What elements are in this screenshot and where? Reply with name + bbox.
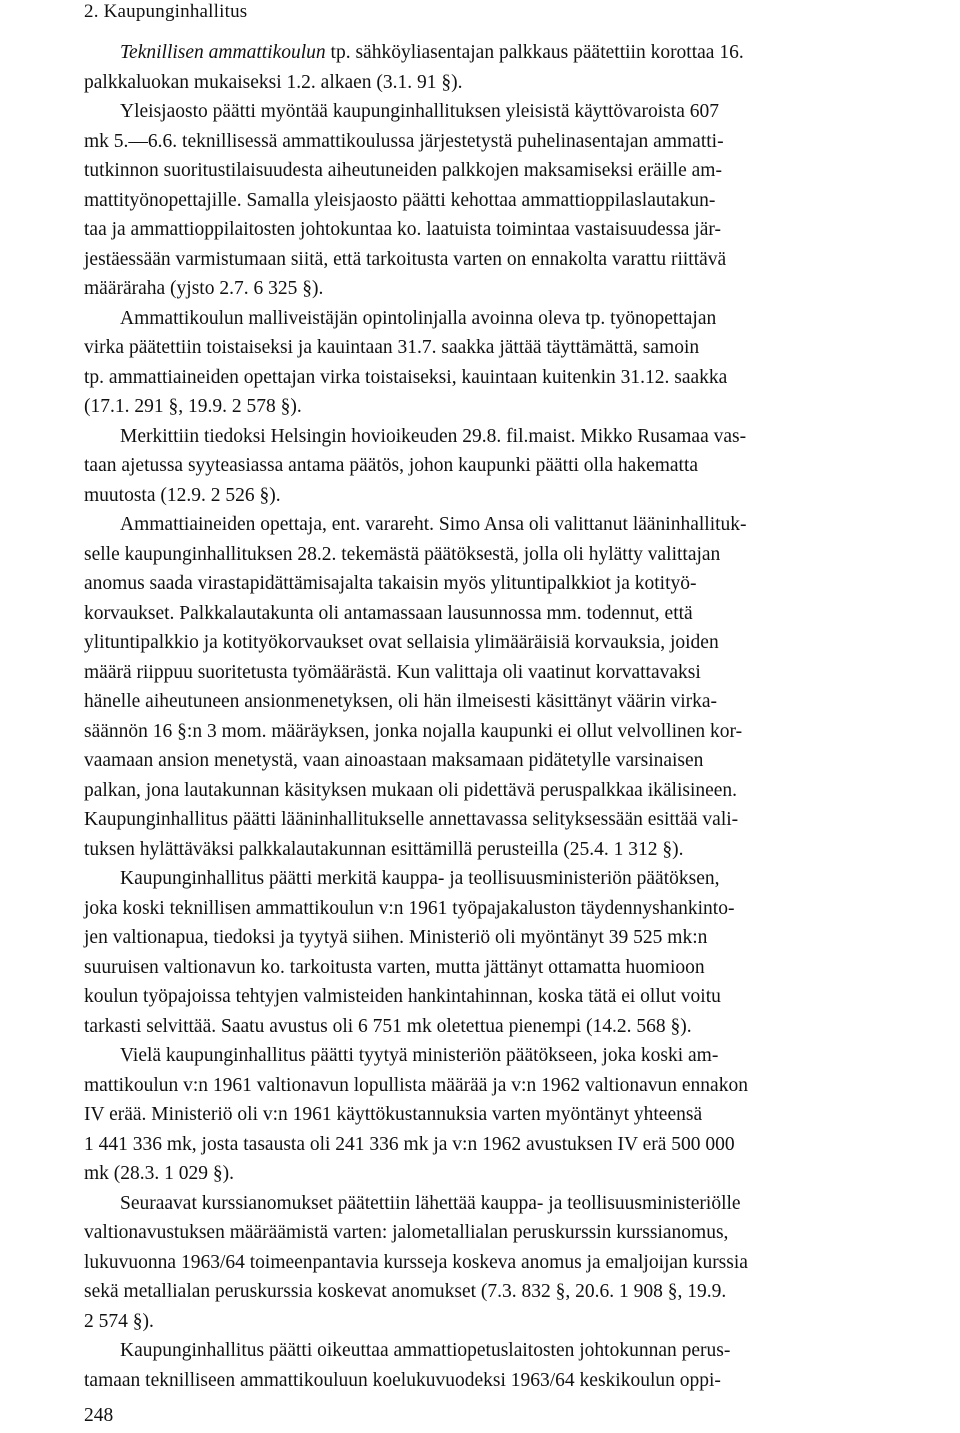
text-line: valtionavustuksen määräämistä varten: jalometallialan peruskurssin kurssianomus, [84,1222,729,1243]
text-line: jestäessään varmistumaan siitä, että tarkoitusta varten on ennakolta varattu riittävä [84,248,727,270]
running-header: 2. Kaupunginhallitus [84,1,248,22]
text-line: selle kaupunginhallituksen 28.2. tekemästä päätöksestä, jolla oli hylätty valittajan [84,543,721,565]
text-line-rest: tp. sähköyliasentajan palkkaus päätettiin korottaa 16. [325,42,744,63]
text-line: korvaukset. Palkkalautakunta oli antamassaan lausunnossa mm. todennut, että [84,602,693,624]
text-line: hänelle aiheutuneen ansionmenetyksen, oli hän ilmeisesti käsittänyt väärin virka- [84,691,718,712]
text-line: vaamaan ansion menetystä, vaan ainoastaan maksamaan pidätetylle varsinaisen [84,750,704,771]
text-line: Ammattikoulun malliveistäjän opintolinjalla avoinna oleva tp. työnopettajan [120,307,717,329]
text-line: Merkittiin tiedoksi Helsingin hovioikeuden 29.8. fil.maist. Mikko Rusamaa vas- [120,425,747,447]
text-line: ylituntipalkkio ja kotityökorvaukset ovat sellaisia ylimääräisiä korvauksia, joiden [84,632,719,653]
text-line: palkan, jona lautakunnan käsityksen mukaan oli pidettävä peruspalkkaa ikälisineen. [84,779,738,801]
text-line: Kaupunginhallitus päätti lääninhallitukselle annettavassa selityksessään esittää vali- [84,809,739,830]
text-line: Kaupunginhallitus päätti merkitä kauppa- ja teollisuusministeriön päätöksen, [120,868,720,889]
text-line: (17.1. 291 §, 19.9. 2 578 §). [84,396,302,417]
text-line: koulun työpajoissa tehtyjen valmisteiden hankintahinnan, koska tätä ei ollut voitu [84,986,721,1007]
text-line: jen valtionapua, tiedoksi ja tyytyä siihen. Ministeriö oli myöntänyt 39 525 mk:n [84,927,708,948]
text-line: taan ajetussa syyteasiassa antama päätös, johon kaupunki päätti olla hakematta [84,455,699,476]
italic-lead: Teknillisen ammattikoulun [120,42,326,63]
text-line: joka koski teknillisen ammattikoulun v:n 1961 työpajakaluston täydennyshankinto- [84,897,735,919]
text-line: IV erää. Ministeriö oli v:n 1961 käyttökustannuksia varten myöntänyt yhteensä [84,1104,703,1125]
text-line: mk (28.3. 1 029 §). [84,1163,235,1184]
text-line: mattikoulun v:n 1961 valtionavun lopullista määrää ja v:n 1962 valtionavun ennakon [84,1074,748,1096]
text-line: mattityönopettajille. Samalla yleisjaosto päätti kehottaa ammattioppilaslautakun- [84,189,716,211]
text-line: määrä riippuu suoritetusta työmäärästä. Kun valittaja oli vaatinut korvattavaksi [84,661,701,683]
body-text [84,38,960,1395]
text-line: muutosta (12.9. 2 526 §). [84,484,281,506]
text-line: tp. ammattiaineiden opettajan virka toistaiseksi, kauintaan kuitenkin 31.12. saakka [84,366,728,388]
text-line: tamaan teknilliseen ammattikouluun koelukuvuodeksi 1963/64 keskikoulun oppi- [84,1369,721,1391]
text-line: Vielä kaupunginhallitus päätti tyytyä ministeriön päätökseen, joka koski am- [120,1045,719,1066]
text-line: taa ja ammattioppilaitosten johtokuntaa ko. laatuista toimintaa vastaisuudessa jär- [84,219,721,240]
text-line: lukuvuonna 1963/64 toimeenpantavia kursseja koskeva anomus ja emaljoijan kurssia [84,1251,748,1273]
text-line: säännön 16 §:n 3 mom. määräyksen, jonka nojalla kaupunki ei ollut velvollinen kor- [84,720,743,742]
text-line: anomus saada virastapidättämisajalta takaisin myös ylituntipalkkiot ja kotityö- [84,573,697,594]
text-line: tuksen hylättäväksi palkkalautakunnan esittämillä perusteilla (25.4. 1 312 §). [84,838,684,860]
text-line: Kaupunginhallitus päätti oikeuttaa ammattiopetuslaitosten johtokunnan perus- [120,1340,731,1361]
text-line: mk 5.—6.6. teknillisessä ammattikoulussa järjestetystä puhelinasentajan ammatti- [84,130,724,152]
text-line [84,38,960,68]
text-line: palkkaluokan mukaiseksi 1.2. alkaen (3.1. 91 §). [84,71,463,93]
text-line: määräraha (yjsto 2.7. 6 325 §). [84,278,324,299]
text-line: tarkasti selvittää. Saatu avustus oli 6 751 mk oletettua pienempi (14.2. 568 §). [84,1015,692,1037]
text-line: Seuraavat kurssianomukset päätettiin lähettää kauppa- ja teollisuusministeriölle [120,1192,741,1214]
text-line: suuruisen valtionavun ko. tarkoitusta varten, mutta jättänyt ottamatta huomioon [84,956,705,978]
page-number: 248 [84,1405,114,1426]
text-line: 2 574 §). [84,1310,154,1332]
text-line: sekä metallialan peruskurssia koskevat anomukset (7.3. 832 §, 20.6. 1 908 §, 19.9. [84,1281,727,1302]
text-line: virka päätettiin toistaiseksi ja kauintaan 31.7. saakka jättää täyttämättä, samoin [84,337,700,358]
text-line: 1 441 336 mk, josta tasausta oli 241 336 mk ja v:n 1962 avustuksen IV erä 500 000 [84,1133,735,1155]
text-line: Yleisjaosto päätti myöntää kaupunginhallituksen yleisistä käyttövaroista 607 [120,101,719,122]
text-line: Ammattiaineiden opettaja, ent. varareht. Simo Ansa oli valittanut lääninhallituk- [120,514,747,535]
text-line: tutkinnon suoritustilaisuudesta aiheutuneiden palkkojen maksamiseksi eräille am- [84,160,722,181]
